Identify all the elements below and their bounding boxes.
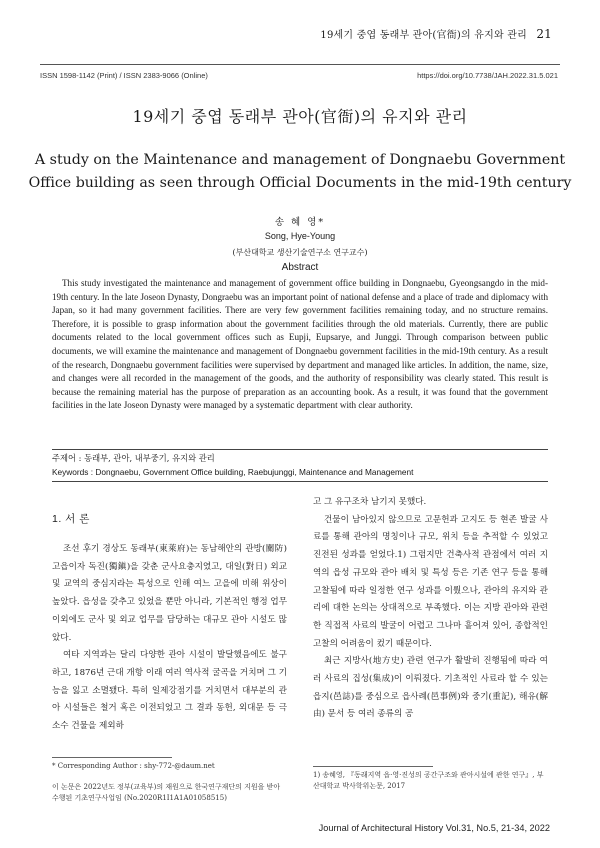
body-paragraph: 최근 지방사(地方史) 관련 연구가 활발히 진행됨에 따라 여러 사료의 집성(集成)이 이뤄졌다. 기초적인 사료라 할 수 있는 읍지(邑誌)를 중심으로 읍사례(邑事例)와 중기(重記), 해유(解由) 문서 등 여러 종류의 공 [313, 656, 548, 720]
journal-footer: Journal of Architectural History Vol.31, No.5, 21-34, 2022 [318, 823, 550, 833]
corresponding-author-note: * Corresponding Author : shy-772-@daum.net [52, 762, 215, 770]
english-title-line-2: Office building as seen through Official Documents in the mid-19th century [28, 175, 572, 191]
author-korean: 송 혜 영* [274, 217, 326, 228]
english-title-line-1: A study on the Maintenance and management of Dongnaebu Government [34, 152, 566, 168]
footnote-divider-left [52, 757, 172, 758]
english-title [0, 149, 600, 195]
running-header [320, 26, 552, 41]
page-number: 21 [536, 27, 552, 41]
doi-link[interactable]: https://doi.org/10.7738/JAH.2022.31.5.021 [417, 71, 558, 80]
body-column-right [313, 494, 548, 724]
footnote-1: 1) 송혜영, 『동래지역 읍·영·진성의 공간구조와 관아시설에 관한 연구』, 부산대학교 박사학위논문, 2017 [313, 771, 544, 790]
header-divider [40, 64, 560, 65]
section-heading: 1. 서 론 [52, 513, 90, 525]
author-english: Song, Hye-Young [264, 231, 336, 241]
body-paragraph: 고 그 유구조차 남기지 못했다. [313, 497, 427, 507]
keywords-english: Keywords : Dongnaebu, Government Office building, Raebujunggi, Maintenance and Management [52, 467, 414, 477]
abstract-text: This study investigated the maintenance and management of government office building in Dongnaebu, Gyeongsangdo in the mid-19th century. In the late Joseon Dynasty, Dongraebu was an important point of national defense and a place of trade and diplomacy with Japan, so it had many government facilities. There are very few government facilities remaining today, and no structure remains. Therefore, it is possible to grasp information about the government facilities through the old materials. Currently, there are public documents related to the local government offices such as Eupji, Eupsarye, and Junggi. Through comparison between public documents, we will examine the maintenance and management of Dongnaebu government facilities in the mid-19th century. As a result of the research, Dongnaebu government facilities were supervised by department and managed like articles. In addition, the name, size, and changes were all recorded in the management of the goods, and the authority of responsibility was clearly stated. This result is because the remaining material has the purpose of preparation as an accounting book. As a result, it was found that the government facilities in the late Joseon Dynasty were managed by a systematic department with clear authority. [52, 278, 548, 411]
issn-line: ISSN 1598-1142 (Print) / ISSN 2383-9066 (Online) [40, 71, 208, 80]
korean-title: 19세기 중엽 동래부 관아(官衙)의 유지와 관리 [132, 107, 468, 126]
body-paragraph: 조선 후기 경상도 동래부(東萊府)는 동남해안의 관방(關防) 고읍이자 독진(獨鎭)을 갖춘 군사요충지였고, 대일(對日) 외교 및 교역의 중심지라는 특성으로 인해 여느 고을에 비해 위상이 높았다. 읍성을 갖추고 있었을 뿐만 아니라, 기본적인 행정 업무 이외에도 군사 및 외교 업무를 담당하는 대규모 관아 시설도 많았다. [52, 544, 287, 643]
body-column-left [52, 541, 287, 736]
keywords-box [52, 449, 548, 482]
footnote-divider-right [313, 766, 433, 767]
abstract-heading: Abstract [281, 262, 319, 273]
running-title: 19세기 중엽 동래부 관아(官衙)의 유지와 관리 [320, 30, 527, 41]
funding-note: 이 논문은 2022년도 정부(교육부)의 재원으로 한국연구재단의 지원을 받아 수행된 기초연구사업임 (No.2020R1I1A1A01058515) [52, 783, 281, 802]
body-paragraph: 여타 지역과는 달리 다양한 관아 시설이 발달했음에도 불구하고, 1876년 근대 개항 이래 여러 역사적 굴곡을 거치며 그 기능을 잃고 소멸됐다. 특히 일제강점기를 거치면서 대부분의 관아 시설들은 철거 혹은 이전되었고 그 결과 동헌, 외대문 등 극소수 건물을 제외하 [52, 650, 287, 732]
author-affiliation: (부산대학교 생산기술연구소 연구교수) [232, 248, 368, 257]
body-paragraph: 건물이 남아있지 않으므로 고문헌과 고지도 등 현존 발굴 사료를 통해 관아의 명칭이나 규모, 위치 등을 추적할 수 있었고 진전된 성과를 얻었다.1) 그럼지만 건축사적 관점에서 여러 지역의 읍성 규모와 관아 배치 및 특성 등은 기존 연구 등을 통해 고찰됨에 따라 일정한 연구 성과를 이뤘으나, 관아의 유지와 관리에 대한 논의는 상대적으로 부족했다. 이는 지방 관아와 관련한 직접적 사료의 발굴이 어렵고 그나마 흩어져 있어, 종합적인 고찰의 어려움이 컸기 때문이다. [313, 514, 548, 649]
keywords-korean: 주제어 : 동래부, 관아, 내부중기, 유지와 관리 [52, 453, 215, 463]
